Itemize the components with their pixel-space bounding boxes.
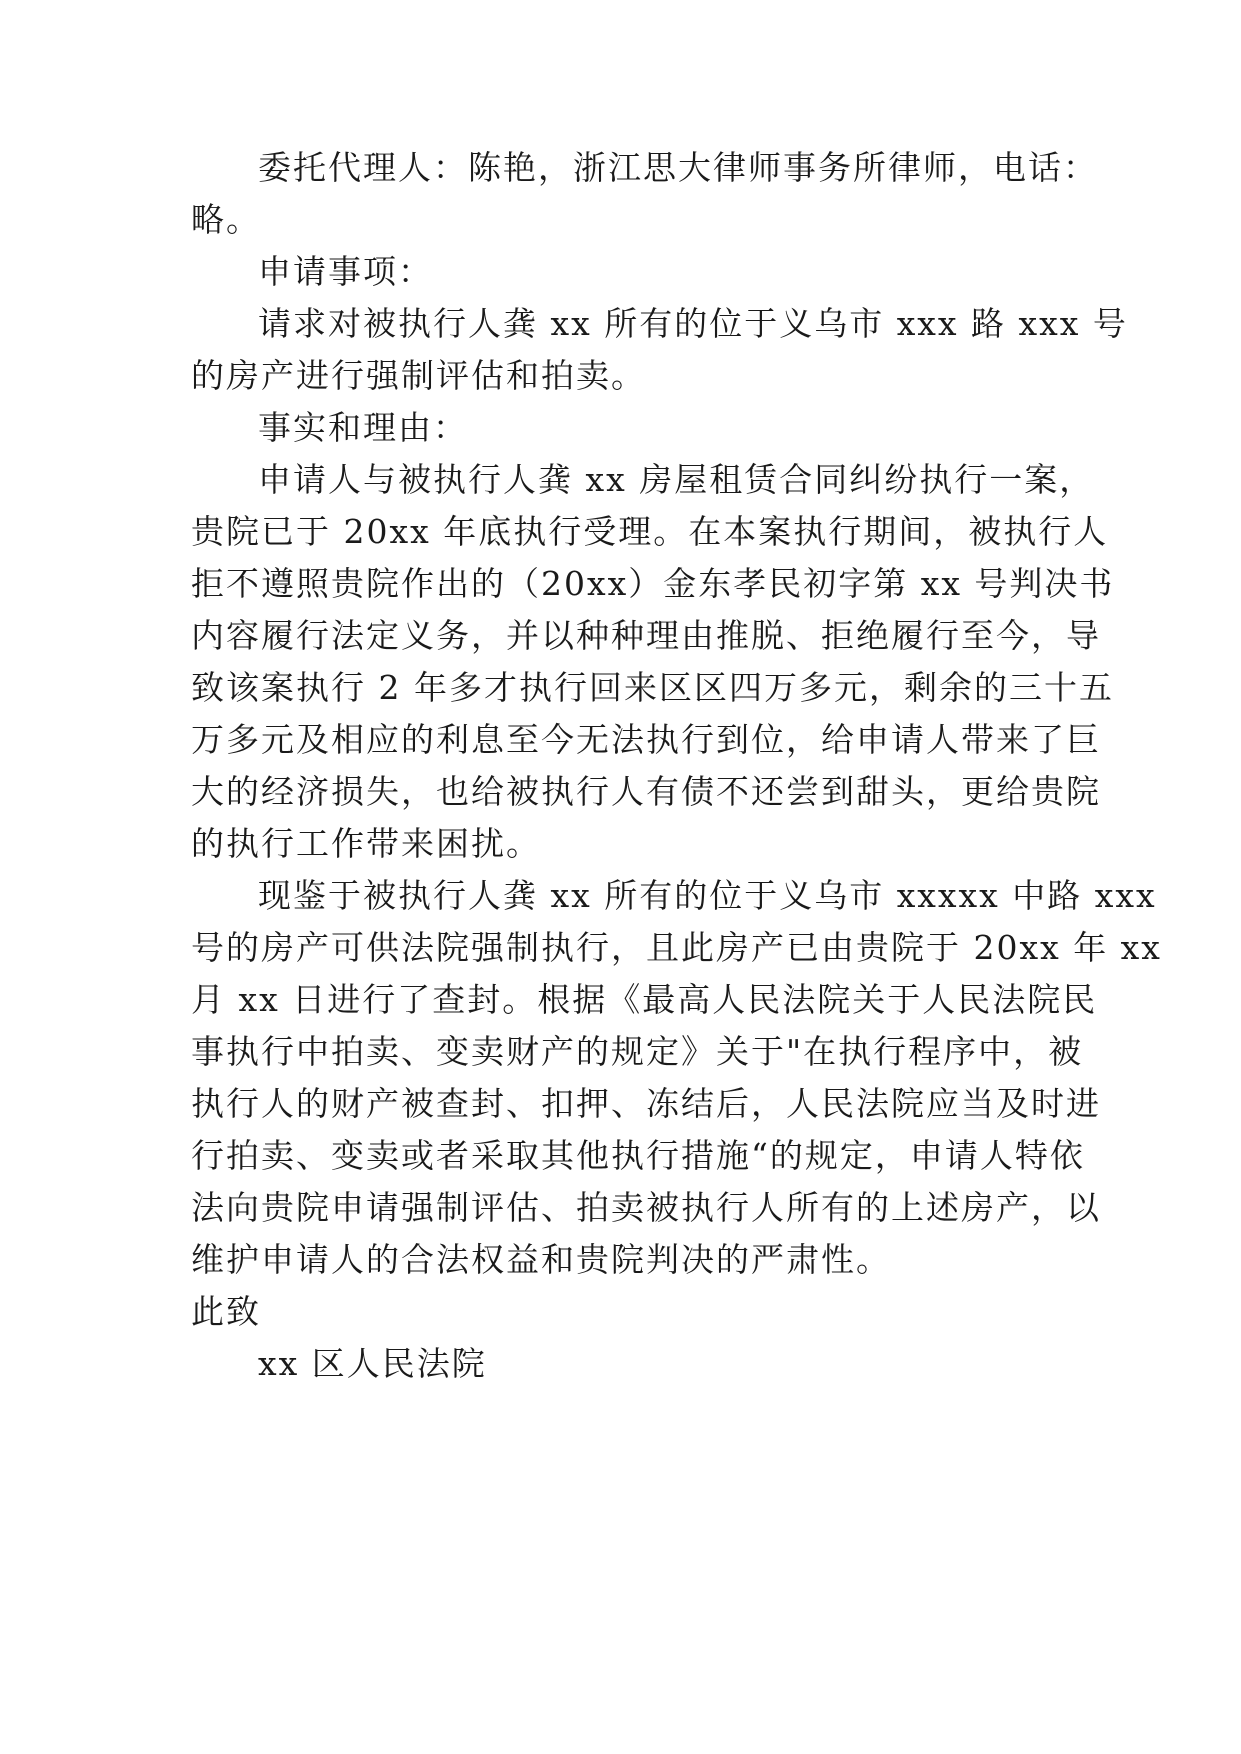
request-line-cont: 的房产进行强制评估和拍卖。 bbox=[191, 356, 646, 395]
section-heading-facts: 事实和理由： bbox=[258, 408, 468, 447]
facts-paragraph-line: 申请人与被执行人龚 xx 房屋租赁合同纠纷执行一案， bbox=[258, 460, 1095, 499]
basis-paragraph-line: 事执行中拍卖、变卖财产的规定》关于"在执行程序中，被 bbox=[191, 1032, 1084, 1071]
section-heading-request: 申请事项： bbox=[258, 252, 433, 291]
basis-paragraph-line: 执行人的财产被查封、扣押、冻结后，人民法院应当及时进 bbox=[191, 1084, 1101, 1123]
salutation: 此致 bbox=[191, 1292, 261, 1331]
addressee-court: xx 区人民法院 bbox=[258, 1344, 487, 1383]
basis-paragraph-line: 行拍卖、变卖或者采取其他执行措施“的规定，申请人特依 bbox=[191, 1136, 1085, 1175]
agent-line: 委托代理人：陈艳，浙江思大律师事务所律师，电话： bbox=[258, 148, 1098, 187]
facts-paragraph-line: 万多元及相应的利息至今无法执行到位，给申请人带来了巨 bbox=[191, 720, 1101, 759]
basis-paragraph-line: 月 xx 日进行了查封。根据《最高人民法院关于人民法院民 bbox=[191, 980, 1098, 1019]
facts-paragraph-line: 大的经济损失，也给被执行人有债不还尝到甜头，更给贵院 bbox=[191, 772, 1101, 811]
basis-paragraph-line: 维护申请人的合法权益和贵院判决的严肃性。 bbox=[191, 1240, 891, 1279]
facts-paragraph-line: 贵院已于 20xx 年底执行受理。在本案执行期间，被执行人 bbox=[191, 512, 1109, 551]
basis-paragraph-line: 号的房产可供法院强制执行，且此房产已由贵院于 20xx 年 xx bbox=[191, 928, 1162, 967]
facts-paragraph-line: 致该案执行 2 年多才执行回来区区四万多元，剩余的三十五 bbox=[191, 668, 1114, 707]
basis-paragraph-line: 现鉴于被执行人龚 xx 所有的位于义乌市 xxxxx 中路 xxx bbox=[258, 876, 1157, 915]
agent-line-cont: 略。 bbox=[191, 200, 261, 239]
facts-paragraph-line: 拒不遵照贵院作出的（20xx）金东孝民初字第 xx 号判决书 bbox=[191, 564, 1115, 603]
facts-paragraph-line: 的执行工作带来困扰。 bbox=[191, 824, 541, 863]
basis-paragraph-line: 法向贵院申请强制评估、拍卖被执行人所有的上述房产，以 bbox=[191, 1188, 1101, 1227]
request-line: 请求对被执行人龚 xx 所有的位于义乌市 xxx 路 xxx 号 bbox=[258, 304, 1128, 343]
facts-paragraph-line: 内容履行法定义务，并以种种理由推脱、拒绝履行至今，导 bbox=[191, 616, 1101, 655]
